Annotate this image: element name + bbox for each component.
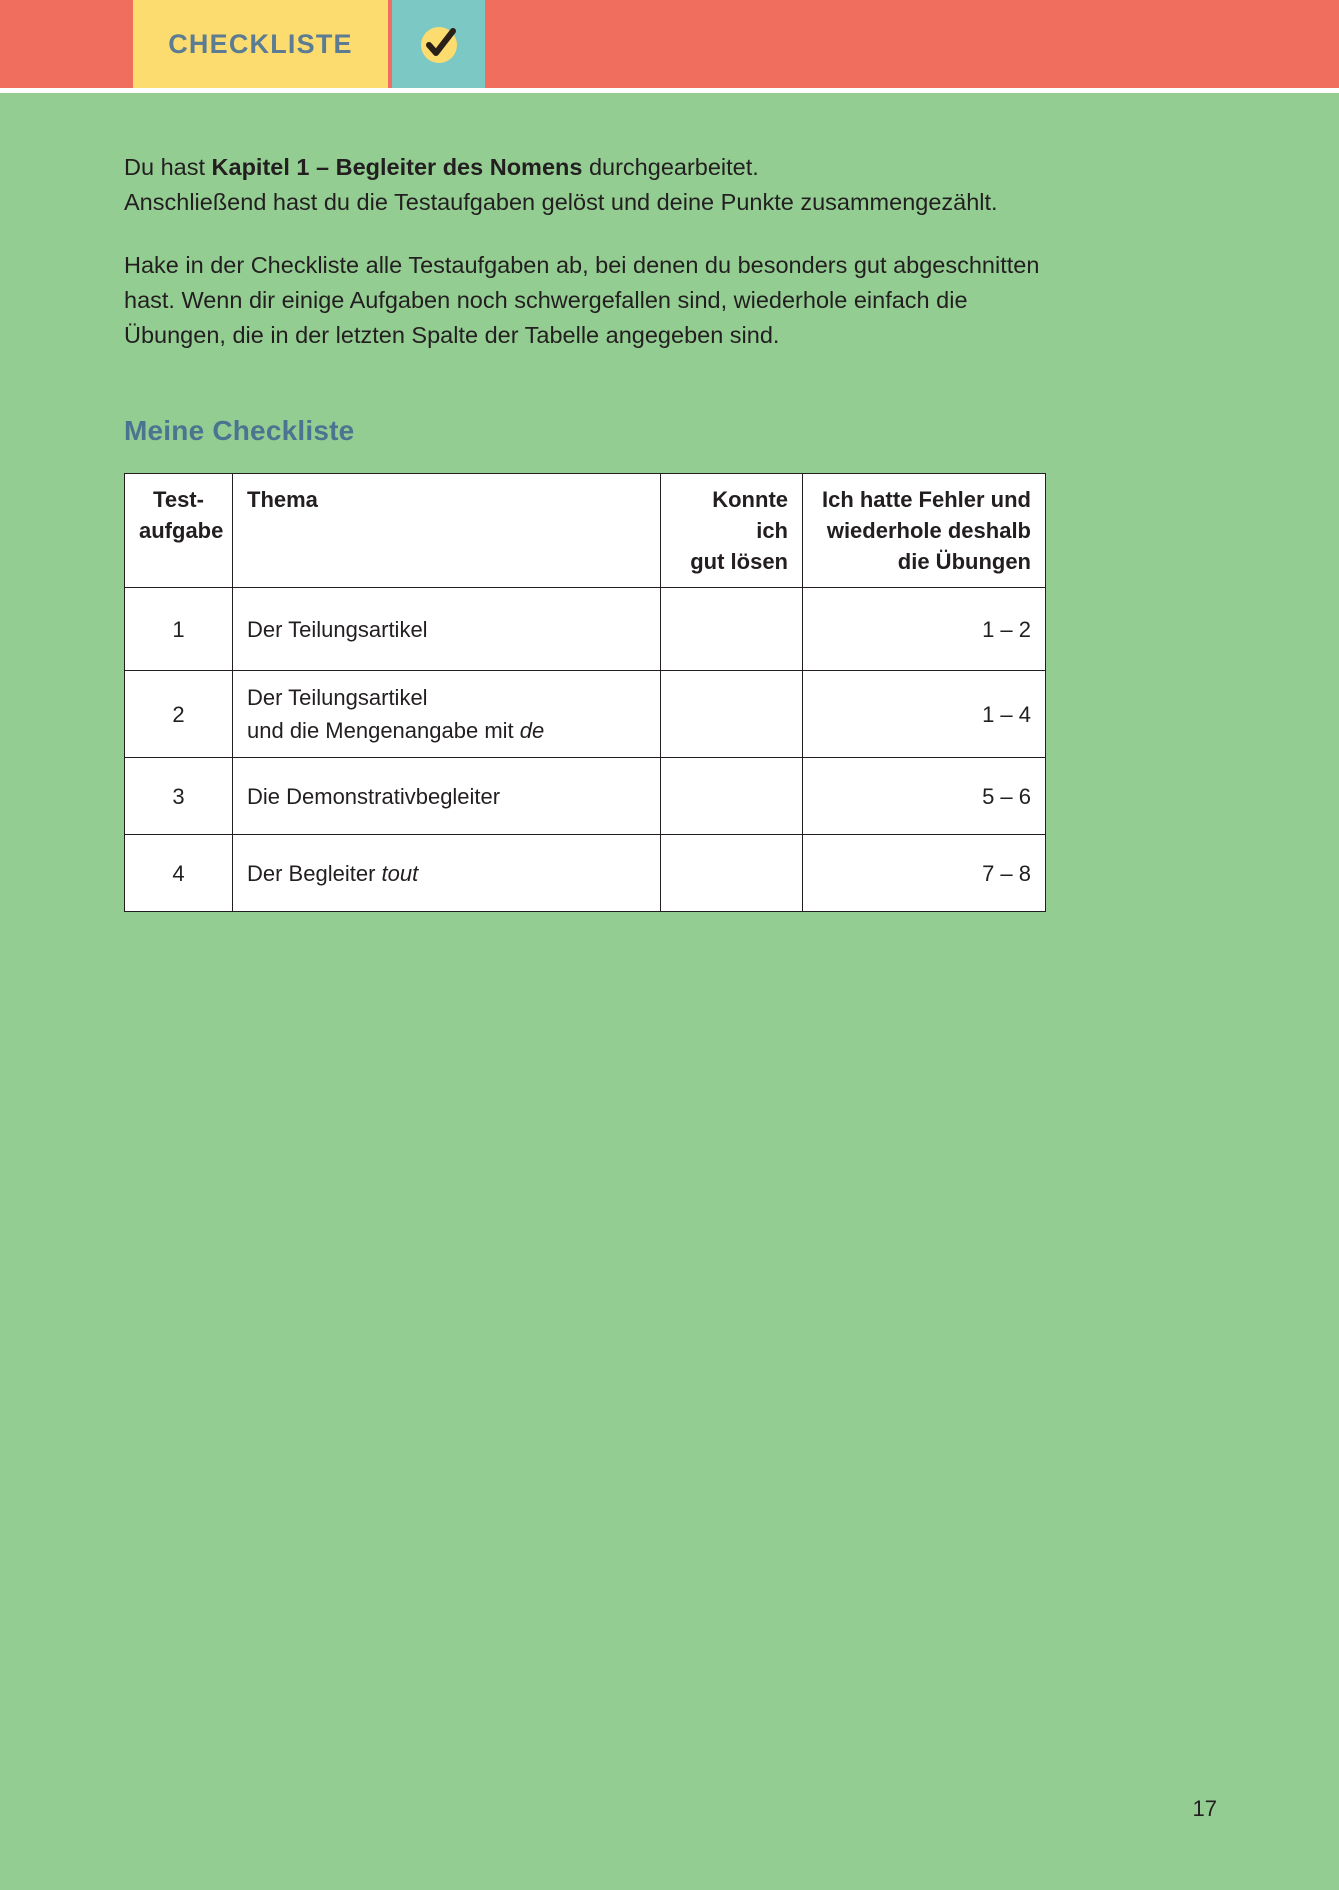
cell-testaufgabe: 3 xyxy=(125,758,233,835)
table-row xyxy=(125,758,1046,835)
cell-thema: Der Teilungsartikel und die Mengenangabe mit de xyxy=(233,671,661,758)
column-header-thema: Thema xyxy=(233,474,661,588)
cell-testaufgabe: 2 xyxy=(125,671,233,758)
intro-p1-bold: Kapitel 1 – Begleiter des Nomens xyxy=(211,154,583,180)
column-header-testaufgabe: Test- aufgabe xyxy=(125,474,233,588)
cell-uebungen: 1 – 4 xyxy=(803,671,1046,758)
section-heading: Meine Checkliste xyxy=(124,415,355,446)
cell-uebungen: 1 – 2 xyxy=(803,588,1046,671)
header-icon-block xyxy=(392,0,485,88)
intro-paragraph-2: Hake in der Checkliste alle Testaufgaben ab, bei denen du besonders gut abgeschnitten hast. Wenn dir einige Aufgaben noch schwergefallen sind, wiederhole einfach die Übungen, die in der letzten Spalte der Tabelle angegeben sind. xyxy=(124,252,1040,348)
cell-thema: Der Teilungsartikel xyxy=(233,588,661,671)
table-row xyxy=(125,588,1046,671)
thema-italic-term: tout xyxy=(381,860,419,886)
cell-uebungen: 5 – 6 xyxy=(803,758,1046,835)
intro-p1-line2: Anschließend hast du die Testaufgaben gelöst und deine Punkte zusammengezählt. xyxy=(124,189,998,215)
cell-uebungen: 7 – 8 xyxy=(803,835,1046,912)
column-header-uebungen: Ich hatte Fehler und wiederhole deshalb die Übungen xyxy=(803,474,1046,588)
checkbox-cell[interactable] xyxy=(661,671,803,758)
cell-testaufgabe: 1 xyxy=(125,588,233,671)
header-underline xyxy=(0,88,1339,93)
column-header-konnte-ich-gut-loesen: Konnte ich gut lösen xyxy=(661,474,803,588)
table-head xyxy=(125,474,1046,588)
check-circle-icon xyxy=(414,19,464,69)
header-right-band xyxy=(485,0,1339,88)
header-title-block xyxy=(133,0,388,88)
intro-p1-suffix: durchgearbeitet. xyxy=(582,154,759,180)
checklist-table xyxy=(124,473,1046,912)
table-row xyxy=(125,671,1046,758)
table-row xyxy=(125,835,1046,912)
thema-italic-term: de xyxy=(519,718,545,743)
page-header xyxy=(0,0,1339,88)
page-title: CHECKLISTE xyxy=(168,28,353,59)
header-left-spacer xyxy=(0,0,133,88)
checkbox-cell[interactable] xyxy=(661,758,803,835)
page-content xyxy=(124,150,1214,912)
checkbox-cell[interactable] xyxy=(661,835,803,912)
intro-paragraph-1 xyxy=(124,150,1084,220)
intro-p1-prefix: Du hast xyxy=(124,154,212,180)
cell-thema: Der Begleiter tout xyxy=(233,835,661,912)
page-number: 17 xyxy=(1192,1796,1217,1821)
cell-thema: Die Demonstrativbegleiter xyxy=(233,758,661,835)
table-body xyxy=(125,588,1046,912)
checkbox-cell[interactable] xyxy=(661,588,803,671)
table-header-row xyxy=(125,474,1046,588)
cell-testaufgabe: 4 xyxy=(125,835,233,912)
